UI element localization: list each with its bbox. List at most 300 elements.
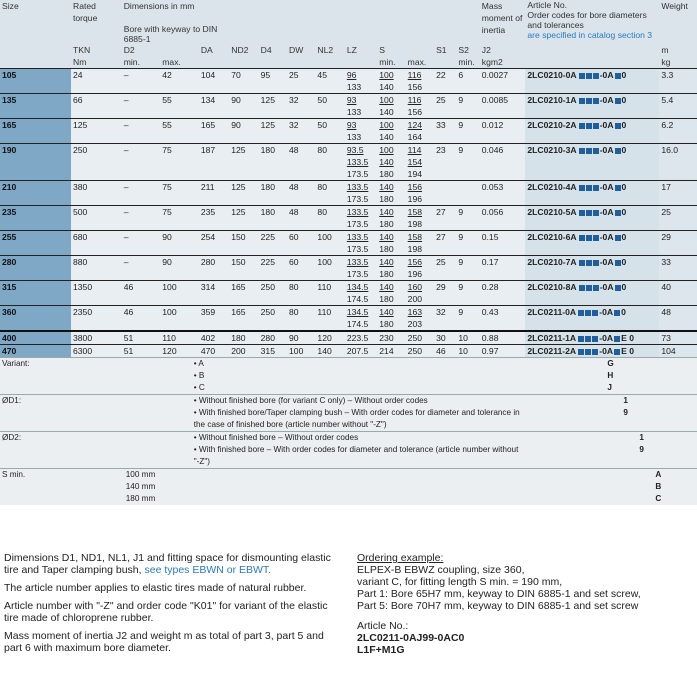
cell-j2: 0.97 <box>480 345 526 358</box>
cell-d2-max: 120 <box>160 345 199 358</box>
cell-s-max: 156 <box>406 81 434 94</box>
cell-s1: 25 <box>434 94 456 107</box>
cell-empty <box>199 81 229 94</box>
hdr-nl2: NL2 <box>315 44 344 56</box>
table-row <box>0 231 697 244</box>
option-label: Variant: <box>0 358 122 371</box>
article-base: 2LC0210-7A <box>527 257 577 267</box>
cell-empty <box>434 106 456 119</box>
placeholder-square-icon <box>579 98 585 104</box>
article-end: 0 <box>621 182 627 192</box>
cell-empty <box>434 218 456 231</box>
cell-size: 105 <box>0 69 71 82</box>
table-row <box>0 193 697 206</box>
article-end: 0 <box>621 282 627 292</box>
cell-empty <box>122 243 161 256</box>
cell-empty <box>199 293 229 306</box>
cell-empty <box>456 156 479 168</box>
hdr-s-max: max. <box>406 56 434 69</box>
cell-empty <box>259 193 287 206</box>
cell-nl2: 80 <box>315 144 344 157</box>
cell-d2-min: 46 <box>122 306 161 319</box>
cell-empty <box>525 156 659 168</box>
cell-s-min: 100 <box>377 94 405 107</box>
cell-empty <box>287 131 315 144</box>
placeholder-square-icon <box>615 185 621 191</box>
placeholder-square-icon <box>586 123 592 129</box>
option-text: • With finished bore/Taper clamping bush – With order codes for diameter and tolerance in the case of finished bore (article number without "-Z") <box>122 407 526 432</box>
cell-tkn: 6300 <box>71 345 122 358</box>
cell-s-min: 180 <box>377 168 405 181</box>
cell-nd2: 125 <box>229 144 258 157</box>
cell-empty <box>287 168 315 181</box>
cell-empty <box>456 218 479 231</box>
option-code <box>525 493 697 505</box>
table-row <box>0 156 697 168</box>
option-text: • With finished bore – With order codes for diameter and tolerance (article number without "-Z") <box>122 444 526 469</box>
placeholder-square-icon <box>615 123 621 129</box>
cell-lz: 93 <box>345 94 377 107</box>
cell-empty <box>434 293 456 306</box>
option-text: • C <box>122 382 526 395</box>
hdr-d2-min: min. <box>122 56 161 69</box>
cell-lz: 96 <box>345 69 377 82</box>
cell-empty <box>160 293 199 306</box>
cell-size: 190 <box>0 144 71 157</box>
cell-j2: 0.88 <box>480 331 526 345</box>
cell-d4: 95 <box>259 69 287 82</box>
cell-empty <box>525 218 659 231</box>
cell-d4: 315 <box>259 345 287 358</box>
cell-nd2: 90 <box>229 119 258 132</box>
options-body <box>0 358 697 506</box>
table-body <box>0 69 697 358</box>
cell-nl2: 120 <box>315 331 344 345</box>
cell-empty <box>659 156 697 168</box>
cell-article-no <box>525 144 659 157</box>
cell-lz: 133.5 <box>345 206 377 219</box>
cell-size-cont <box>0 168 71 181</box>
article-suffix: -0A <box>599 120 614 130</box>
cell-empty <box>659 131 697 144</box>
cell-d4: 250 <box>259 306 287 319</box>
placeholder-square-icon <box>586 98 592 104</box>
cell-lz: 173.5 <box>345 243 377 256</box>
cell-empty <box>287 106 315 119</box>
cell-weight: 48 <box>659 306 697 319</box>
article-base: 2LC0210-3A <box>527 145 577 155</box>
cell-size: 280 <box>0 256 71 269</box>
cell-da: 211 <box>199 181 229 194</box>
cell-d4: 225 <box>259 231 287 244</box>
cell-dw: 90 <box>287 331 315 345</box>
cell-empty <box>315 318 344 331</box>
cell-s-max: 200 <box>406 293 434 306</box>
cell-d2-min: 51 <box>122 345 161 358</box>
hdr-s1: S1 <box>434 44 456 56</box>
hdr-bore-note: Bore with keyway to DIN 6885-1 <box>122 24 230 44</box>
hdr-tkn: TKN <box>71 44 122 56</box>
table-row <box>0 281 697 294</box>
cell-s-max: 194 <box>406 168 434 181</box>
cell-da: 104 <box>199 69 229 82</box>
cell-s1: 30 <box>434 331 456 345</box>
cell-empty <box>525 131 659 144</box>
cell-empty <box>160 318 199 331</box>
cell-empty <box>229 131 258 144</box>
placeholder-square-icon <box>586 235 592 241</box>
cell-empty <box>229 193 258 206</box>
article-suffix: -0A <box>599 346 614 356</box>
table-row <box>0 181 697 194</box>
cell-lz: 133 <box>345 131 377 144</box>
cell-empty <box>480 131 526 144</box>
cell-empty <box>434 243 456 256</box>
hdr-kgm2: kgm2 <box>480 56 526 69</box>
cell-empty <box>229 293 258 306</box>
article-end: 0 <box>621 257 627 267</box>
cell-d2-min: – <box>122 69 161 82</box>
cell-empty <box>229 218 258 231</box>
cell-d4: 180 <box>259 144 287 157</box>
cell-empty <box>287 156 315 168</box>
cell-empty <box>199 168 229 181</box>
hdr-article-no: Article No. <box>527 0 568 10</box>
placeholder-square-icon <box>585 336 591 342</box>
cell-d4: 225 <box>259 256 287 269</box>
cell-d2-min: – <box>122 231 161 244</box>
cell-j2: 0.15 <box>480 231 526 244</box>
cell-empty <box>71 106 122 119</box>
table-row <box>0 331 697 345</box>
option-label: ØD2: <box>0 432 122 445</box>
cell-s1 <box>434 181 456 194</box>
placeholder-square-icon <box>615 148 621 154</box>
option-code <box>525 444 697 469</box>
cell-s-max: 203 <box>406 318 434 331</box>
cell-empty <box>434 131 456 144</box>
table-row <box>0 106 697 119</box>
cell-nl2: 50 <box>315 119 344 132</box>
cell-d4: 180 <box>259 206 287 219</box>
cell-s-max: 114 <box>406 144 434 157</box>
cell-empty <box>160 168 199 181</box>
cell-nl2: 80 <box>315 181 344 194</box>
cell-d2-max: 55 <box>160 119 199 132</box>
option-code-value: 1 <box>623 396 628 405</box>
note-chloroprene: Article number with "-Z" and order code "K01" for variant of the elastic tire made of chloroprene rubber. <box>4 600 328 624</box>
cell-empty <box>229 243 258 256</box>
cell-weight: 3.3 <box>659 69 697 82</box>
hdr-nd2: ND2 <box>229 44 258 56</box>
cell-empty <box>315 156 344 168</box>
cell-s-min: 140 <box>377 281 405 294</box>
cell-empty <box>122 156 161 168</box>
option-label <box>0 493 122 505</box>
placeholder-square-icon <box>614 349 620 355</box>
cell-s-max: 160 <box>406 281 434 294</box>
article-base: 2LC0210-0A <box>527 70 577 80</box>
cell-d4: 280 <box>259 331 287 345</box>
table-row <box>0 268 697 281</box>
cell-article-no <box>525 94 659 107</box>
cell-empty <box>315 131 344 144</box>
option-code-value: 1 <box>639 433 644 442</box>
cell-d2-min: – <box>122 144 161 157</box>
cell-lz: 133 <box>345 106 377 119</box>
cell-empty <box>199 243 229 256</box>
placeholder-square-icon <box>579 73 585 79</box>
cell-article-no <box>525 206 659 219</box>
placeholder-square-icon <box>593 260 599 266</box>
cell-s-min: 140 <box>377 156 405 168</box>
cell-empty <box>456 168 479 181</box>
cell-empty <box>259 318 287 331</box>
cell-empty <box>259 168 287 181</box>
cell-nl2: 45 <box>315 69 344 82</box>
cell-s-max: 158 <box>406 231 434 244</box>
cell-d2-max: 100 <box>160 281 199 294</box>
cell-empty <box>525 268 659 281</box>
cell-empty <box>160 131 199 144</box>
cell-empty <box>122 168 161 181</box>
hdr-weight: Weight <box>659 0 697 24</box>
article-suffix: -0A <box>599 282 614 292</box>
cell-weight: 16.0 <box>659 144 697 157</box>
cell-lz: 133.5 <box>345 181 377 194</box>
cell-s-min: 140 <box>377 206 405 219</box>
option-code-value: G <box>607 359 614 368</box>
cell-nd2: 150 <box>229 231 258 244</box>
placeholder-square-icon <box>593 98 599 104</box>
cell-d4: 250 <box>259 281 287 294</box>
cell-empty <box>456 243 479 256</box>
placeholder-square-icon <box>579 123 585 129</box>
option-row <box>0 358 697 371</box>
cell-lz: 207.5 <box>345 345 377 358</box>
cell-empty <box>659 293 697 306</box>
article-end: 0 <box>621 232 627 242</box>
cell-empty <box>480 81 526 94</box>
cell-nd2: 165 <box>229 306 258 319</box>
table-row <box>0 306 697 319</box>
option-text: 100 mm <box>122 469 526 482</box>
cell-empty <box>259 243 287 256</box>
ordering-title: Ordering example: <box>357 552 444 564</box>
cell-size-cont <box>0 131 71 144</box>
option-text: • B <box>122 370 526 382</box>
note-mass-moment: Mass moment of inertia J2 and weight m as total of part 3, part 5 and part 6 with maximum bore diameter. <box>4 630 324 654</box>
option-label <box>0 481 122 493</box>
cell-s-max: 250 <box>406 331 434 345</box>
table-row <box>0 119 697 132</box>
cell-d2-min: – <box>122 119 161 132</box>
option-code-value: B <box>655 482 662 491</box>
cell-s-max: 156 <box>406 256 434 269</box>
cell-lz: 134.5 <box>345 281 377 294</box>
cell-s2: 9 <box>456 231 479 244</box>
cell-d2-min: 51 <box>122 331 161 345</box>
article-end: 0 <box>621 307 626 317</box>
cell-d2-max: 110 <box>160 331 199 345</box>
cell-empty <box>71 293 122 306</box>
cell-empty <box>456 268 479 281</box>
cell-empty <box>659 81 697 94</box>
cell-empty <box>229 168 258 181</box>
cell-weight: 25 <box>659 206 697 219</box>
option-code-value: A <box>655 470 662 479</box>
option-label <box>0 370 122 382</box>
cell-s-max: 124 <box>406 119 434 132</box>
cell-s-max: 154 <box>406 156 434 168</box>
ordering-line-4: Part 5: Bore 70H7 mm, keyway to DIN 6885-1 and set screw <box>357 600 639 612</box>
cell-size-cont <box>0 156 71 168</box>
article-end: 0 <box>621 207 627 217</box>
cell-s-max: 196 <box>406 193 434 206</box>
article-base: 2LC0211-2A <box>527 346 576 356</box>
cell-lz: 173.5 <box>345 268 377 281</box>
cell-empty <box>122 293 161 306</box>
cell-article-no <box>525 306 659 319</box>
cell-empty <box>480 243 526 256</box>
cell-empty <box>434 156 456 168</box>
placeholder-square-icon <box>593 185 599 191</box>
article-suffix: -0A <box>599 307 614 317</box>
cell-s-max: 164 <box>406 131 434 144</box>
cell-empty <box>259 268 287 281</box>
hdr-kg: kg <box>659 56 697 69</box>
placeholder-square-icon <box>578 310 584 316</box>
cell-empty <box>434 268 456 281</box>
cell-empty <box>434 193 456 206</box>
cell-article-no <box>525 181 659 194</box>
cell-empty <box>259 218 287 231</box>
article-base: 2LC0210-2A <box>527 120 577 130</box>
cell-size: 315 <box>0 281 71 294</box>
article-base: 2LC0210-5A <box>527 207 577 217</box>
placeholder-square-icon <box>579 235 585 241</box>
cell-empty <box>315 293 344 306</box>
option-row <box>0 382 697 395</box>
cell-empty <box>160 193 199 206</box>
placeholder-square-icon <box>578 336 584 342</box>
cell-empty <box>287 81 315 94</box>
cell-lz: 133.5 <box>345 156 377 168</box>
cell-s-max: 198 <box>406 243 434 256</box>
cell-tkn: 680 <box>71 231 122 244</box>
cell-s2: 9 <box>456 144 479 157</box>
article-base: 2LC0211-1A <box>527 333 576 343</box>
cell-s-min: 140 <box>377 256 405 269</box>
cell-nd2: 125 <box>229 206 258 219</box>
article-suffix: -0A <box>599 145 614 155</box>
cell-d4: 125 <box>259 94 287 107</box>
cell-empty <box>659 318 697 331</box>
option-row <box>0 493 697 505</box>
cell-d2-max: 75 <box>160 144 199 157</box>
option-code <box>525 469 697 482</box>
cell-empty <box>122 218 161 231</box>
cell-d2-min: – <box>122 181 161 194</box>
placeholder-square-icon <box>615 73 621 79</box>
cell-empty <box>525 193 659 206</box>
option-code <box>525 395 697 408</box>
cell-dw: 80 <box>287 281 315 294</box>
cell-size: 235 <box>0 206 71 219</box>
bullet-icon: • <box>193 371 199 380</box>
cell-lz: 173.5 <box>345 193 377 206</box>
cell-empty <box>71 131 122 144</box>
option-row <box>0 444 697 469</box>
table-row <box>0 81 697 94</box>
cell-weight: 40 <box>659 281 697 294</box>
option-code <box>525 358 697 371</box>
cell-size-cont <box>0 81 71 94</box>
table-row <box>0 318 697 331</box>
cell-s1: 22 <box>434 69 456 82</box>
placeholder-square-icon <box>579 148 585 154</box>
cell-lz: 173.5 <box>345 168 377 181</box>
cell-empty <box>287 293 315 306</box>
hdr-da: DA <box>199 44 229 56</box>
cell-tkn: 880 <box>71 256 122 269</box>
cell-s-min: 100 <box>377 144 405 157</box>
cell-empty <box>525 293 659 306</box>
cell-empty <box>659 168 697 181</box>
article-suffix: -0A <box>599 70 614 80</box>
placeholder-square-icon <box>578 349 584 355</box>
table-header <box>0 0 697 69</box>
cell-s1: 27 <box>434 231 456 244</box>
cell-article-no <box>525 331 659 345</box>
cell-dw: 80 <box>287 306 315 319</box>
article-suffix: -0A <box>599 95 614 105</box>
cell-empty <box>456 106 479 119</box>
cell-empty <box>122 193 161 206</box>
option-label <box>0 407 122 432</box>
cell-empty <box>434 168 456 181</box>
cell-s-max: 158 <box>406 206 434 219</box>
bullet-icon: • <box>193 408 199 417</box>
hdr-order-codes-link[interactable]: are specified in catalog section 3 <box>527 30 653 40</box>
placeholder-square-icon <box>586 210 592 216</box>
cell-j2: 0.43 <box>480 306 526 319</box>
cell-empty <box>122 81 161 94</box>
cell-tkn: 1350 <box>71 281 122 294</box>
cell-empty <box>259 81 287 94</box>
cell-dw: 100 <box>287 345 315 358</box>
placeholder-square-icon <box>615 210 621 216</box>
bullet-icon: • <box>193 396 199 405</box>
cell-empty <box>480 293 526 306</box>
bullet-icon: • <box>193 445 199 454</box>
note-ebwn-link[interactable]: see types EBWN or EBWT. <box>144 564 272 576</box>
cell-nd2: 125 <box>229 181 258 194</box>
placeholder-square-icon <box>579 185 585 191</box>
cell-tkn: 125 <box>71 119 122 132</box>
cell-size: 135 <box>0 94 71 107</box>
cell-empty <box>259 106 287 119</box>
placeholder-square-icon <box>586 73 592 79</box>
ordering-example <box>357 552 693 656</box>
cell-empty <box>315 218 344 231</box>
table-row <box>0 168 697 181</box>
option-text: 180 mm <box>122 493 526 505</box>
placeholder-square-icon <box>586 185 592 191</box>
cell-s-min: 230 <box>377 331 405 345</box>
cell-nl2: 80 <box>315 206 344 219</box>
article-suffix: -0A <box>599 182 614 192</box>
